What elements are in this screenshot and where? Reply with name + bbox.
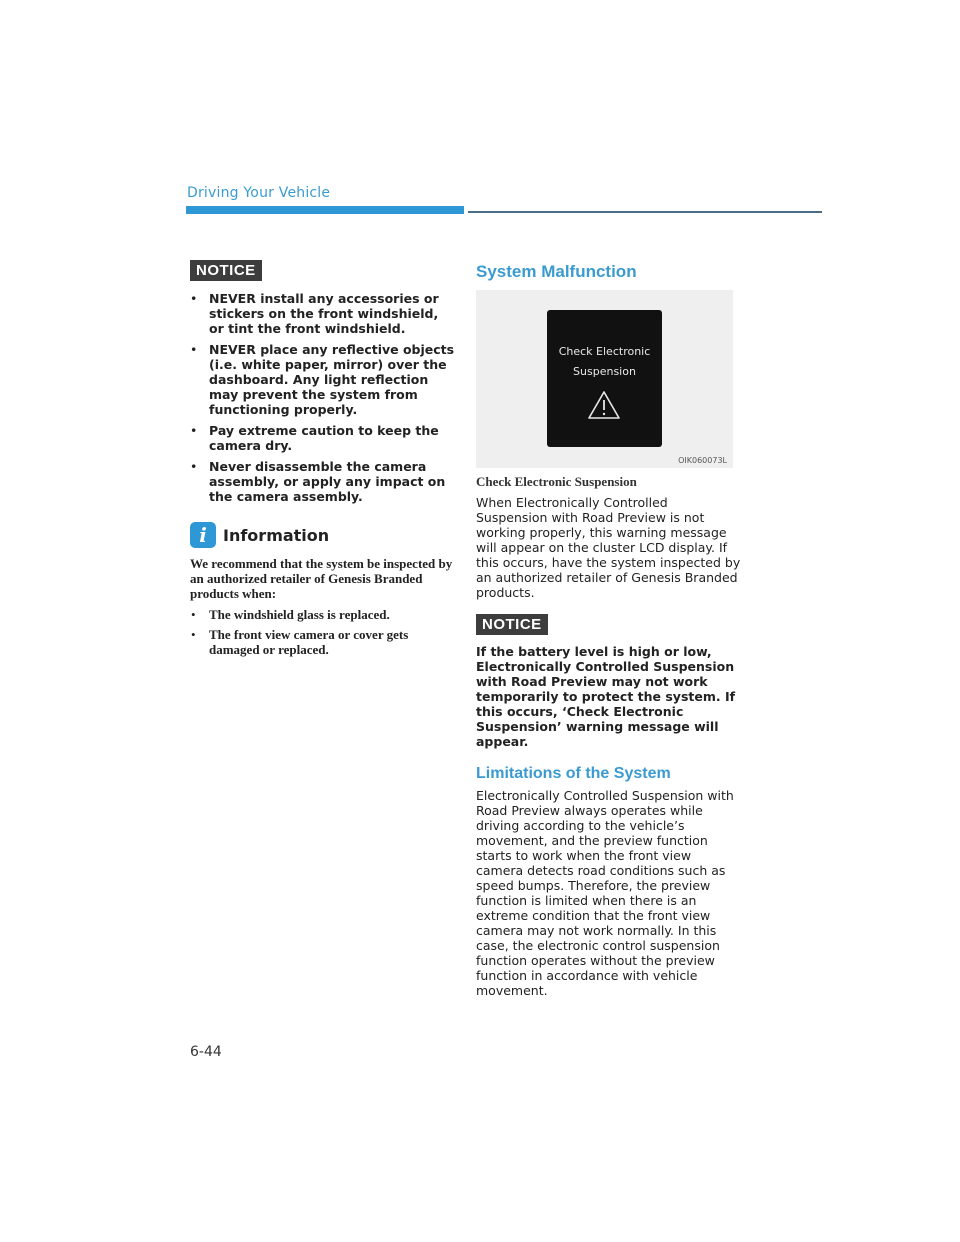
left-column: [190, 260, 455, 662]
information-list: [190, 607, 455, 657]
section-title-limitations: Limitations of the System: [476, 765, 671, 782]
screen-message-line2: Suspension: [573, 365, 636, 378]
header-rule: [468, 211, 822, 213]
malfunction-paragraph: When Electronically Controlled Suspension with Road Preview is not working properly, this warning message will appear on the cluster LCD display. If this occurs, have the system inspected by an authorized retailer of Genesis Branded products.: [476, 495, 741, 600]
notice-badge: NOTICE: [476, 614, 548, 635]
chapter-title: Driving Your Vehicle: [187, 185, 331, 201]
list-item: • The front view camera or cover gets damaged or replaced.: [190, 627, 455, 657]
information-title: Information: [223, 525, 330, 545]
information-intro: We recommend that the system be inspected by an authorized retailer of Genesis Branded products when:: [190, 556, 453, 601]
warning-triangle-icon: [587, 390, 621, 420]
notice-badge: NOTICE: [190, 260, 262, 281]
section-title-system-malfunction: System Malfunction: [476, 262, 637, 281]
right-column: [476, 262, 741, 998]
screen-message-line1: Check Electronic: [558, 345, 651, 358]
figure-caption: Check Electronic Suspension: [476, 474, 637, 489]
list-item: • The windshield glass is replaced.: [190, 607, 455, 622]
list-item: • Never disassemble the camera assembly, or apply any impact on the camera assembly.: [190, 459, 455, 504]
limitations-paragraph: Electronically Controlled Suspension with Road Preview always operates while driving according to the vehicle’s movement, and the preview function starts to work when the front view camera detects road conditions such as speed bumps. Therefore, the preview function is limited when there is an extreme condition that the front view camera may not work normally. In this case, the electronic control suspension function operates without the preview function in accordance with vehicle movement.: [476, 788, 734, 998]
info-icon: i: [190, 522, 216, 548]
list-item: • NEVER install any accessories or stickers on the front windshield, or tint the front windshield.: [190, 291, 455, 336]
cluster-lcd-screen: [547, 310, 662, 447]
information-heading: [190, 522, 455, 548]
notice-list: [190, 291, 455, 504]
page-number: 6-44: [190, 1044, 222, 1060]
cluster-display-figure: [476, 290, 733, 468]
figure-code: OIK060073L: [678, 456, 727, 465]
header-accent-bar: [186, 206, 464, 214]
list-item: • NEVER place any reflective objects (i.e. white paper, mirror) over the dashboard. Any light reflection may prevent the system from functioning properly.: [190, 342, 455, 417]
list-item: • Pay extreme caution to keep the camera dry.: [190, 423, 455, 453]
notice-paragraph: If the battery level is high or low, Electronically Controlled Suspension with Road Preview may not work temporarily to protect the system. If this occurs, ‘Check Electronic Suspension’ warning message will appear.: [476, 644, 736, 749]
